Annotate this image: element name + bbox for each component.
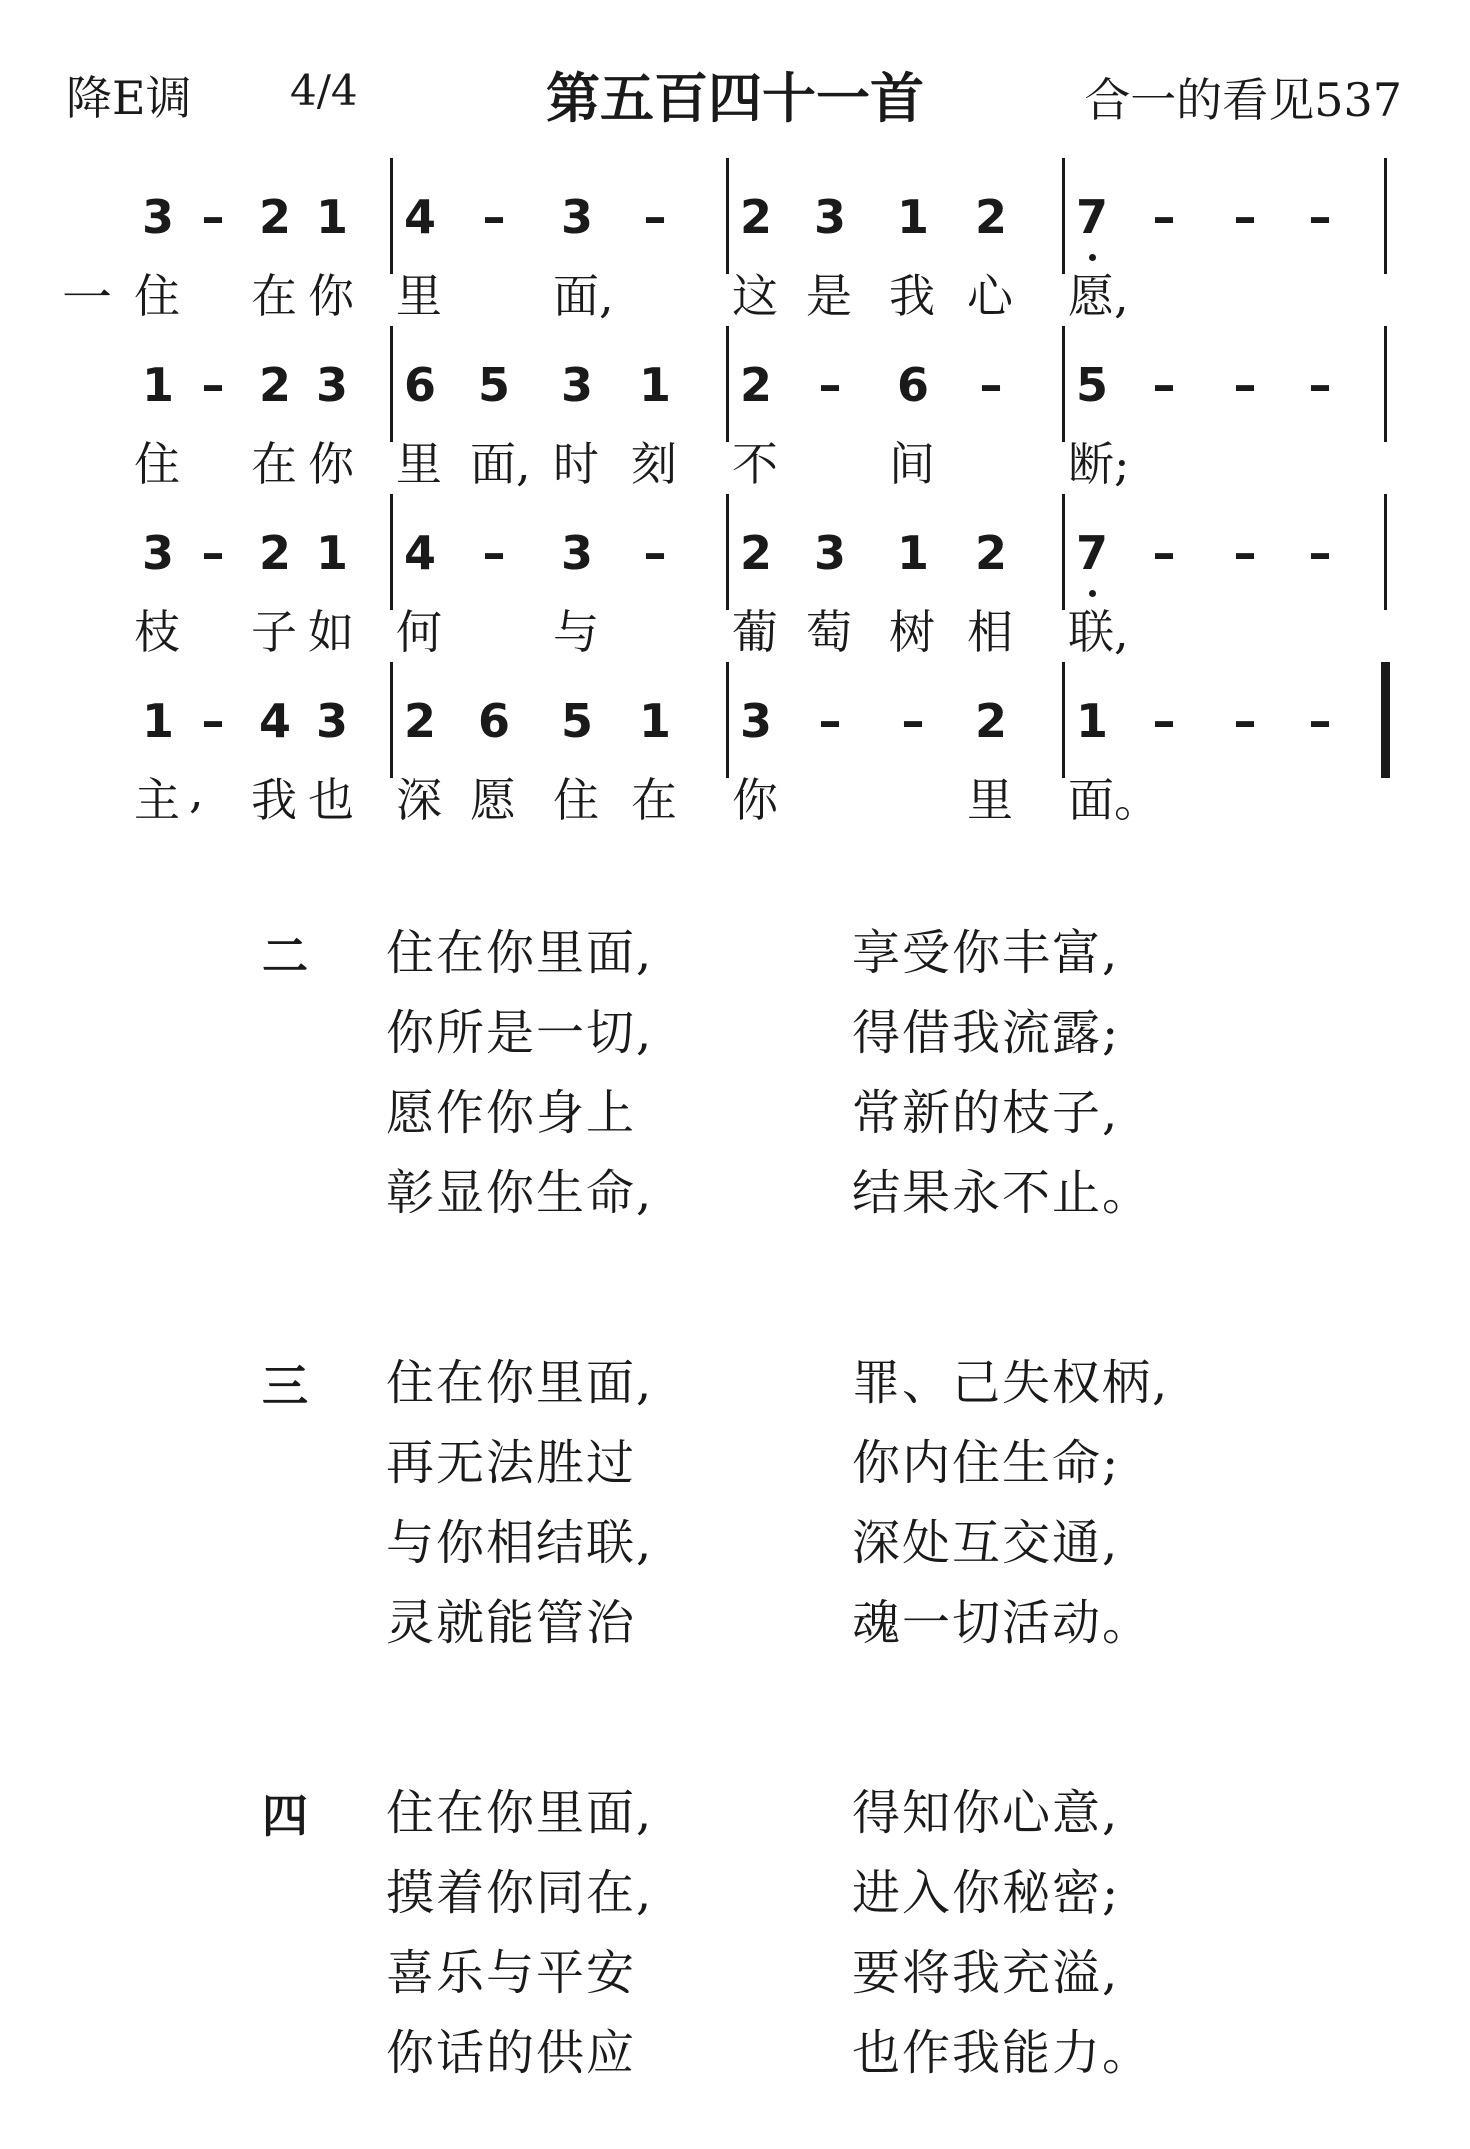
lyric-syllable: 这 [732,269,778,323]
lyric-syllable: 断; [1068,437,1130,491]
lyric-syllable: 是 [806,269,852,323]
note-row [130,694,392,754]
final-barline [1381,662,1390,778]
hymn-header [0,0,1470,150]
stanza-line-left: 你话的供应 [386,2025,637,2081]
barline [390,326,393,442]
note-row [1064,190,1392,250]
note: 6 [477,694,510,748]
lyric-row [1064,764,1392,827]
barline [726,158,729,274]
note-row [130,358,392,418]
stanza-line-left: 与你相结联, [386,1515,654,1571]
lyric-syllable: 萄 [806,605,852,659]
note: 2 [739,526,772,580]
barline [726,494,729,610]
lyric-syllable: 刻 [631,437,677,491]
duration-dash: – [1233,694,1257,748]
measure [728,662,1064,827]
stanza-number: 四 [262,1789,308,1843]
barline [1062,662,1065,778]
measure [728,158,1064,323]
lyric-syllable: 住 [134,437,180,491]
stanza-line-right: 你内住生命; [852,1435,1121,1491]
note-row [728,358,1064,418]
note: 1 [141,694,174,748]
score-system [0,494,1470,664]
duration-dash: – [201,190,225,244]
note: 5 [560,694,593,748]
note-row [1064,526,1392,586]
stanza-line-right: 结果永不止。 [852,1165,1153,1221]
lyric-syllable: 里 [396,269,442,323]
lyric-syllable: 相 [967,605,1013,659]
note: 5 [1075,358,1108,412]
lyric-syllable: , [189,764,204,818]
note: 2 [403,694,436,748]
note-row [392,358,728,418]
lyric-row [392,260,728,323]
duration-dash: – [1152,526,1176,580]
duration-dash: – [979,358,1003,412]
note-row [130,190,392,250]
lyric-row [392,596,728,659]
stanza-line-left: 愿作你身上 [386,1085,637,1141]
lyric-row [130,596,392,659]
note: 5 [477,358,510,412]
lyric-row [392,428,728,491]
note: 1 [638,694,671,748]
duration-dash: – [818,358,842,412]
lyric-row [728,764,1064,827]
barline [726,326,729,442]
duration-dash: – [201,526,225,580]
stanza-line-left: 喜乐与平安 [386,1945,637,2001]
score-system [0,158,1470,328]
duration-dash: – [1233,190,1257,244]
lyric-syllable: 枝 [134,605,180,659]
hymn-title: 第五百四十一首 [546,67,924,130]
duration-dash: – [1152,190,1176,244]
note: 3 [315,358,348,412]
note: 2 [739,190,772,244]
duration-dash: – [1233,358,1257,412]
note: 7 [1072,526,1112,580]
note: 1 [315,526,348,580]
note: 2 [258,358,291,412]
stanza-line-left: 住在你里面, [386,1785,654,1841]
lyric-row [728,428,1064,491]
lyric-syllable: 心 [967,269,1013,323]
measure [392,494,728,659]
lyric-row [1064,596,1392,659]
lyric-syllable: 间 [889,437,935,491]
lyric-row [728,596,1064,659]
stanza-line-left: 再无法胜过 [386,1435,637,1491]
stanza-line-left: 彰显你生命, [386,1165,654,1221]
note: 3 [813,526,846,580]
stanza-line-left: 住在你里面, [386,1355,654,1411]
lyric-syllable: 在 [251,437,297,491]
lyric-syllable: 你 [308,437,354,491]
duration-dash: – [1308,190,1332,244]
note: 4 [403,190,436,244]
lyric-syllable: 我 [251,773,297,827]
stanza-line-right: 魂一切活动。 [852,1595,1153,1651]
lyric-syllable: 你 [732,773,778,827]
note-row [1064,694,1392,754]
lyric-syllable: 何 [396,605,442,659]
duration-dash: – [1308,358,1332,412]
barline [1062,494,1065,610]
measure [130,662,392,827]
measure [392,662,728,827]
measure [728,326,1064,491]
barline [1384,158,1387,274]
duration-dash: – [901,694,925,748]
lyric-syllable: 住 [553,773,599,827]
lyric-row [130,260,392,323]
lyric-row [130,764,392,827]
stanza-line-right: 也作我能力。 [852,2025,1153,2081]
barline [390,158,393,274]
verse-number: 一 [62,269,112,327]
note-row [728,526,1064,586]
note: 3 [560,358,593,412]
stanza-line-left: 摸着你同在, [386,1865,654,1921]
lyric-syllable: 子 [251,605,297,659]
measure [392,326,728,491]
duration-dash: – [1233,526,1257,580]
duration-dash: – [818,694,842,748]
duration-dash: – [643,526,667,580]
stanza-line-left: 住在你里面, [386,925,654,981]
lyric-syllable: 主 [134,773,180,827]
lyric-syllable: 你 [308,269,354,323]
time-signature: 4/4 [290,66,358,115]
lyric-syllable: 在 [251,269,297,323]
note: 1 [896,526,929,580]
duration-dash: – [1308,526,1332,580]
duration-dash: – [482,526,506,580]
note: 3 [315,694,348,748]
note: 1 [141,358,174,412]
stanza-line-right: 得借我流露; [852,1005,1121,1061]
barline [390,494,393,610]
stanza-line-left: 你所是一切, [386,1005,654,1061]
hymn-subtitle: 合一的看见537 [1084,73,1402,127]
duration-dash: – [201,694,225,748]
duration-dash: – [1308,694,1332,748]
lyric-syllable: 愿 [470,773,516,827]
note: 2 [258,190,291,244]
duration-dash: – [482,190,506,244]
measure [728,494,1064,659]
duration-dash: – [1152,358,1176,412]
stanza-line-right: 得知你心意, [852,1785,1120,1841]
note: 4 [258,694,291,748]
stanza-line-left: 灵就能管治 [386,1595,637,1651]
note: 2 [974,526,1007,580]
note: 4 [403,526,436,580]
lyric-syllable: 也 [308,773,354,827]
stanza-line-right: 深处互交通, [852,1515,1120,1571]
note: 1 [638,358,671,412]
measure [1064,662,1392,827]
stanza-line-right: 要将我充溢, [852,1945,1120,2001]
note-row [392,694,728,754]
note-row [728,694,1064,754]
note: 1 [1075,694,1108,748]
note: 3 [739,694,772,748]
lyric-syllable: 在 [631,773,677,827]
lyric-syllable: 面, [553,269,614,323]
lyric-syllable: 里 [967,773,1013,827]
lyric-row [392,764,728,827]
note: 2 [739,358,772,412]
lyric-syllable: 面, [470,437,531,491]
stanza-number: 二 [262,929,308,983]
lyric-syllable: 如 [308,605,354,659]
score-system [0,326,1470,496]
note-row [392,526,728,586]
lyric-syllable: 时 [553,437,599,491]
lyric-syllable: 不 [732,437,778,491]
note: 6 [403,358,436,412]
measure [130,158,392,323]
measure [1064,326,1392,491]
note: 2 [974,190,1007,244]
measure [130,326,392,491]
note-row [728,190,1064,250]
duration-dash: – [201,358,225,412]
note: 3 [141,190,174,244]
note: 3 [141,526,174,580]
note: 1 [315,190,348,244]
note: 3 [560,190,593,244]
lyric-syllable: 愿, [1068,269,1129,323]
lyric-row [1064,260,1392,323]
stanza-line-right: 享受你丰富, [852,925,1120,981]
lyric-row [728,260,1064,323]
note: 3 [813,190,846,244]
lyric-syllable: 联, [1068,605,1129,659]
note: 2 [258,526,291,580]
note: 1 [896,190,929,244]
lyric-row [1064,428,1392,491]
barline [1384,494,1387,610]
stanza-line-right: 常新的枝子, [852,1085,1120,1141]
key-signature: 降E调 [66,71,192,125]
note: 6 [896,358,929,412]
barline [1384,326,1387,442]
stanza-line-right: 罪、己失权柄, [852,1355,1170,1411]
lyric-syllable: 我 [889,269,935,323]
note: 2 [974,694,1007,748]
lyric-syllable: 住 [134,269,180,323]
measure [130,494,392,659]
note: 7 [1072,190,1112,244]
note-row [1064,358,1392,418]
barline [726,662,729,778]
barline [1062,158,1065,274]
note: 3 [560,526,593,580]
score-system [0,662,1470,832]
duration-dash: – [643,190,667,244]
lyric-syllable: 与 [553,605,599,659]
barline [390,662,393,778]
measure [1064,494,1392,659]
stanza-number: 三 [262,1359,308,1413]
note-row [130,526,392,586]
lyric-syllable: 深 [396,773,442,827]
duration-dash: – [1152,694,1176,748]
stanza-line-right: 进入你秘密; [852,1865,1121,1921]
measure [1064,158,1392,323]
lyric-syllable: 葡 [732,605,778,659]
lyric-syllable: 树 [889,605,935,659]
lyric-row [130,428,392,491]
note-row [392,190,728,250]
lyric-syllable: 里 [396,437,442,491]
lyric-syllable: 面。 [1068,773,1160,827]
measure [392,158,728,323]
barline [1062,326,1065,442]
